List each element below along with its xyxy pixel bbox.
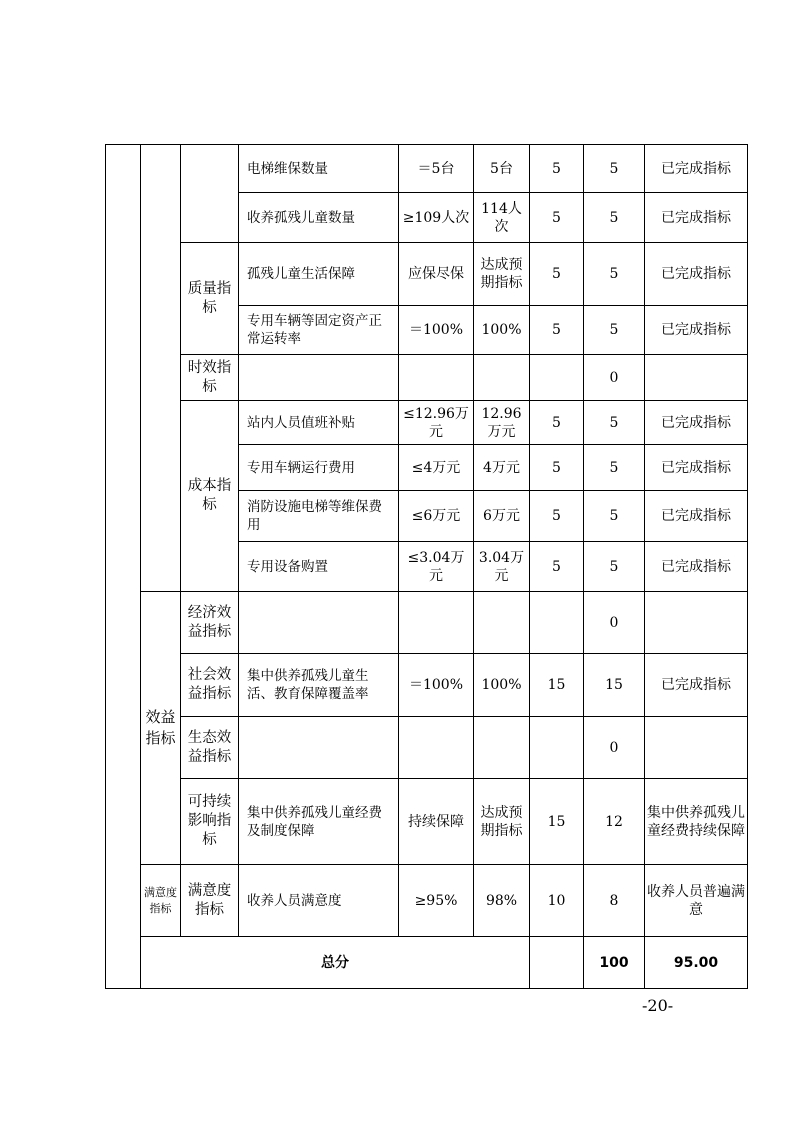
target-cell: ＝100% <box>399 306 474 355</box>
score-cell: 0 <box>584 717 645 779</box>
group-label-satisfaction: 满意度指标 <box>141 865 181 937</box>
actual-cell <box>474 592 530 654</box>
table-row <box>106 654 748 717</box>
weight-cell: 5 <box>530 193 584 243</box>
target-cell: ≥95% <box>399 865 474 937</box>
score-cell: 5 <box>584 445 645 491</box>
table-row <box>106 401 748 445</box>
weight-cell: 15 <box>530 779 584 865</box>
weight-cell: 10 <box>530 865 584 937</box>
weight-cell: 5 <box>530 401 584 445</box>
weight-cell: 5 <box>530 445 584 491</box>
table-row <box>106 779 748 865</box>
table-row <box>106 592 748 654</box>
score-cell: 5 <box>584 193 645 243</box>
actual-cell: 100% <box>474 306 530 355</box>
score-cell: 0 <box>584 355 645 401</box>
weight-cell <box>530 592 584 654</box>
weight-cell: 5 <box>530 491 584 542</box>
score-cell: 5 <box>584 491 645 542</box>
level3-cell <box>181 145 239 243</box>
actual-cell <box>474 717 530 779</box>
indicator-cell <box>239 592 399 654</box>
target-cell: ≥109人次 <box>399 193 474 243</box>
remark-cell <box>645 355 748 401</box>
remark-cell: 收养人员普遍满意 <box>645 865 748 937</box>
indicator-cell <box>239 717 399 779</box>
indicator-cell: 收养孤残儿童数量 <box>239 193 399 243</box>
target-cell: ≤12.96万元 <box>399 401 474 445</box>
indicator-cell: 集中供养孤残儿童生活、教育保障覆盖率 <box>239 654 399 717</box>
indicator-cell <box>239 355 399 401</box>
target-cell: 应保尽保 <box>399 243 474 306</box>
indicator-cell: 专用车辆运行费用 <box>239 445 399 491</box>
remark-cell: 已完成指标 <box>645 306 748 355</box>
remark-cell: 已完成指标 <box>645 542 748 592</box>
actual-cell: 6万元 <box>474 491 530 542</box>
indicator-cell: 孤残儿童生活保障 <box>239 243 399 306</box>
score-cell: 0 <box>584 592 645 654</box>
remark-cell <box>645 717 748 779</box>
total-actual-cell <box>530 937 584 989</box>
group-label-quality: 质量指标 <box>181 243 239 355</box>
total-weight: 100 <box>584 937 645 989</box>
level1-cell <box>106 145 141 989</box>
target-cell: ≤4万元 <box>399 445 474 491</box>
target-cell: ≤6万元 <box>399 491 474 542</box>
table-row <box>106 865 748 937</box>
weight-cell: 5 <box>530 145 584 193</box>
remark-cell: 已完成指标 <box>645 243 748 306</box>
remark-cell: 已完成指标 <box>645 401 748 445</box>
actual-cell: 4万元 <box>474 445 530 491</box>
page-number: -20- <box>642 996 674 1015</box>
weight-cell <box>530 717 584 779</box>
table-row <box>106 717 748 779</box>
remark-cell: 集中供养孤残儿童经费持续保障 <box>645 779 748 865</box>
indicator-cell: 集中供养孤残儿童经费及制度保障 <box>239 779 399 865</box>
weight-cell: 5 <box>530 542 584 592</box>
indicator-cell: 消防设施电梯等维保费用 <box>239 491 399 542</box>
indicator-cell: 专用车辆等固定资产正常运转率 <box>239 306 399 355</box>
remark-cell: 已完成指标 <box>645 654 748 717</box>
indicator-cell: 专用设备购置 <box>239 542 399 592</box>
target-cell <box>399 592 474 654</box>
actual-cell: 达成预期指标 <box>474 243 530 306</box>
score-cell: 15 <box>584 654 645 717</box>
group-label-timeliness: 时效指标 <box>181 355 239 401</box>
actual-cell: 98% <box>474 865 530 937</box>
weight-cell: 5 <box>530 243 584 306</box>
remark-cell <box>645 592 748 654</box>
actual-cell: 5台 <box>474 145 530 193</box>
group-label-ecological: 生态效益指标 <box>181 717 239 779</box>
remark-cell: 已完成指标 <box>645 193 748 243</box>
target-cell <box>399 355 474 401</box>
group-label-sustainable: 可持续影响指标 <box>181 779 239 865</box>
actual-cell: 100% <box>474 654 530 717</box>
score-cell: 12 <box>584 779 645 865</box>
weight-cell: 5 <box>530 306 584 355</box>
remark-cell: 已完成指标 <box>645 145 748 193</box>
score-cell: 5 <box>584 145 645 193</box>
score-cell: 5 <box>584 306 645 355</box>
group-label-cost: 成本指标 <box>181 401 239 592</box>
total-score: 95.00 <box>645 937 748 989</box>
target-cell: 持续保障 <box>399 779 474 865</box>
indicator-cell: 站内人员值班补贴 <box>239 401 399 445</box>
weight-cell <box>530 355 584 401</box>
group-label-economic: 经济效益指标 <box>181 592 239 654</box>
actual-cell: 12.96万元 <box>474 401 530 445</box>
level2-cell <box>141 145 181 592</box>
remark-cell: 已完成指标 <box>645 445 748 491</box>
actual-cell: 3.04万元 <box>474 542 530 592</box>
table-row <box>106 145 748 193</box>
score-cell: 8 <box>584 865 645 937</box>
group-label-satisfaction-sub: 满意度指标 <box>181 865 239 937</box>
target-cell: ≤3.04万元 <box>399 542 474 592</box>
score-cell: 5 <box>584 243 645 306</box>
table-row <box>106 243 748 306</box>
score-cell: 5 <box>584 401 645 445</box>
target-cell <box>399 717 474 779</box>
score-cell: 5 <box>584 542 645 592</box>
total-label: 总分 <box>141 937 530 989</box>
indicator-cell: 电梯维保数量 <box>239 145 399 193</box>
total-row <box>106 937 748 989</box>
remark-cell: 已完成指标 <box>645 491 748 542</box>
weight-cell: 15 <box>530 654 584 717</box>
actual-cell: 达成预期指标 <box>474 779 530 865</box>
performance-table <box>105 144 748 989</box>
table-row <box>106 355 748 401</box>
group-label-social: 社会效益指标 <box>181 654 239 717</box>
actual-cell: 114人次 <box>474 193 530 243</box>
group-label-benefit: 效益指标 <box>141 592 181 865</box>
target-cell: ＝100% <box>399 654 474 717</box>
indicator-cell: 收养人员满意度 <box>239 865 399 937</box>
target-cell: ＝5台 <box>399 145 474 193</box>
actual-cell <box>474 355 530 401</box>
